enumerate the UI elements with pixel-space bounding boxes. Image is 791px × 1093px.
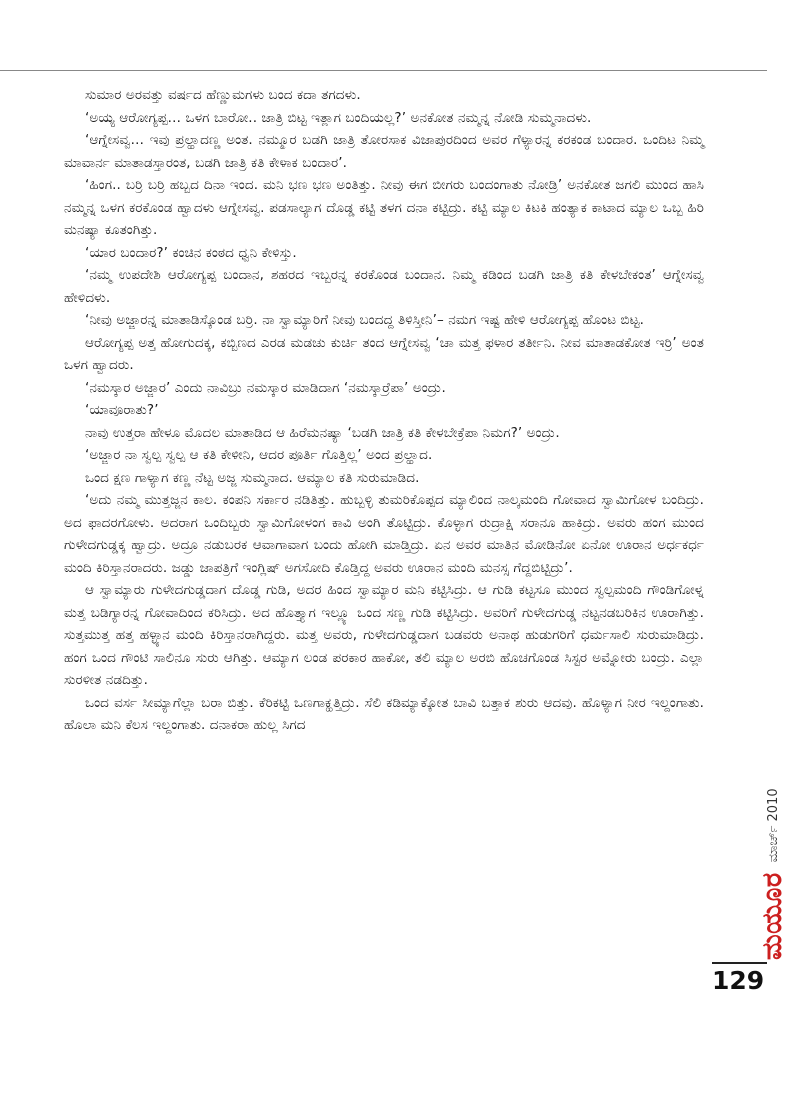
paragraph: ಒಂದ ಕ್ಷಣ ಗಾಳ್ಯಾಗ ಕಣ್ಣ ನೆಟ್ಟ ಅಜ್ಜ ಸುಮ್ಮನಾದ. ಆಮ್ಯಾಲ ಕತಿ ಸುರುಮಾಡಿದ.	[85, 469, 420, 486]
paragraph: ‘ಅಜ್ಜಾರ ನಾ ಸ್ವಲ್ಪ ಸ್ವಲ್ಪ ಆ ಕತಿ ಕೇಳೀನಿ, ಆದರ ಪೂರ್ತಿ ಗೊತ್ತಿಲ್ಲ’ ಅಂದ ಪ್ರಲ್ಹಾದ.	[85, 447, 433, 463]
paragraph: ‘ಅಯ್ಯ ಆರೋಗ್ಯಪ್ಪ… ಒಳಗ ಬಾರೋ.. ಜಾತ್ರಿ ಬಿಟ್ಟ ಇತ್ಲಾಗ ಬಂದಿಯಲ್ಲ?’ ಅನಕೋತ ನಮ್ಮನ್ನ ನೋಡಿ ಸುಮ್ಮನಾದಳು.	[85, 109, 592, 126]
page-number-rule	[712, 962, 767, 964]
paragraph: ‘ನಮ್ಮ ಉಪದೇಶಿ ಆರೋಗ್ಯಪ್ಪ ಬಂದಾನ, ಶಹರದ ಇಬ್ಬರನ್ನ ಕರಕೊಂಡ ಬಂದಾನ. ನಿಮ್ಮ ಕಡಿಂದ ಬಡಗಿ ಜಾತ್ರಿ ಕತಿ ಕೇಳಬೇಕಂತ’ ಆಗ್ನೇಸವ್ವ ಹೇಳಿದಳು.	[64, 267, 704, 306]
paragraph: ‘ಆಗ್ನೇಸವ್ವ… ಇವು ಪ್ರಲ್ಹಾದಣ್ಣ ಅಂತ. ನಮ್ಮೂರ ಬಡಗಿ ಜಾತ್ರಿ ತೋರಸಾಕ ವಿಜಾಪುರದಿಂದ ಅವರ ಗೆಳ್ಯಾರನ್ನ ಕರಕಂಡ ಬಂದಾರ. ಒಂದಿಟ ನಿಮ್ಮ ಮಾವಾರ್ನ ಮಾತಾಡಸ್ತಾರಂತ, ಬಡಗಿ ಜಾತ್ರಿ ಕತಿ ಕೇಳಾಕ ಬಂದಾರ’.	[64, 132, 704, 171]
paragraph: ಆ ಸ್ವಾಮ್ಯಾರು ಗುಳೇದಗುಡ್ಡದಾಗ ದೊಡ್ಡ ಗುಡಿ, ಅದರ ಹಿಂದ ಸ್ವಾಮ್ಯಾರ ಮನಿ ಕಟ್ಟಿಸಿದ್ರು. ಆ ಗುಡಿ ಕಟ್ಟಸೂ ಮುಂದ ಸ್ವಲ್ಪಮಂದಿ ಗೌಂಡಿಗೋಳ್ನ ಮತ್ತ ಬಡಿಗ್ಯಾರನ್ನ ಗೋವಾದಿಂದ ಕರಿಸಿದ್ರು. ಅದ ಹೊತ್ತ್ಯಾಗ ಇಲ್ಲ್ಯೂ ಒಂದ ಸಣ್ಣ ಗುಡಿ ಕಟ್ಟಿಸಿದ್ರು. ಅವರಿಗೆ ಗುಳೇದಗುಡ್ಡ ನಟ್ಟನಡಬರಿಕಿನ ಊರಾಗಿತ್ತು. ಸುತ್ತಮುತ್ತ ಹತ್ತ ಹಳ್ಳ್ಯಾನ ಮಂದಿ ಕಿರಿಸ್ತಾನರಾಗಿದ್ದರು. ಮತ್ತ ಅವರು, ಗುಳೇದಗುಡ್ಡದಾಗ ಬಡವರು ಅನಾಥ ಹುಡುಗರಿಗೆ ಧರ್ಮಸಾಲಿ ಸುರುಮಾಡಿದ್ರು. ಹಂಗ ಒಂದ ಗೌಂಟಿ ಸಾಲಿನೂ ಸುರು ಆಗಿತ್ತು. ಆಮ್ಯಾಗ ಲಂಡ ಪರಕಾರ ಹಾಕೋ, ತಲಿ ಮ್ಯಾಲ ಅರಬಿ ಹೊಚಗೊಂಡ ಸಿಸ್ಟರ ಅಮ್ನೋರು ಬಂದ್ರು. ಎಲ್ಲಾ ಸುರಳೀತ ನಡದಿತ್ತು.	[64, 582, 704, 688]
paragraph: ಒಂದ ವರ್ಸ ಸೀಮ್ಯಾಗೆಲ್ಲಾ ಬರಾ ಬಿತ್ತು. ಕೆರಿಕಟ್ಟಿ ಒಣಗಾಕ್ಹತ್ತಿದ್ರು. ಸೆಲಿ ಕಡಿಮ್ಯಾಕ್ಕೋತ ಬಾವಿ ಬತ್ತಾಕ ಶುರು ಆದವು. ಹೊಳ್ಯಾಗ ನೀರ ಇಲ್ದಂಗಾತು. ಹೊಲಾ ಮನಿ ಕೆಲಸ ಇಲ್ದಂಗಾತು. ದನಾಕರಾ ಹುಲ್ಲ ಸಿಗದ	[64, 694, 704, 733]
article-body	[64, 84, 704, 737]
magazine-side-strip	[717, 770, 788, 960]
side-text	[755, 770, 791, 960]
magazine-logo: ಮಯೂರ	[757, 872, 788, 960]
paragraph: ‘ಅದು ನಮ್ಮ ಮುತ್ತಜ್ಜನ ಕಾಲ. ಕಂಪನಿ ಸರ್ಕಾರ ನಡಿತಿತ್ತು. ಹುಬ್ಬಳ್ಳಿ ತುಮರಿಕೊಪ್ಪದ ಮ್ಯಾಲಿಂದ ನಾಲ್ಕಮಂದಿ ಗೋವಾದ ಸ್ವಾಮಿಗೋಳ ಬಂದಿದ್ರು. ಅದ ಫಾದರಗೋಳು. ಅದರಾಗ ಒಂದಿಬ್ಬರು ಸ್ವಾಮಿಗೋಳಂಗ ಕಾವಿ ಅಂಗಿ ತೊಟ್ಟಿದ್ರು. ಕೊಳ್ಳಾಗ ರುದ್ರಾಕ್ಷಿ ಸರಾನೂ ಹಾಕಿದ್ರು. ಅವರು ಹಂಗ ಮುಂದ ಗುಳೇದಗುಡ್ಡಕ್ಕ ಹ್ವಾದ್ರು. ಅದ್ರೂ ನಡುಬರಕ ಆವಾಗಾವಾಗ ಬಂದು ಹೋಗಿ ಮಾಡ್ತಿದ್ರು. ಏನ ಅವರ ಮಾತಿನ ಮೋಡಿನೋ ಏನೋ ಊರಾನ ಅರ್ಧಕರ್ಧ ಮಂದಿ ಕಿರಿಸ್ತಾನರಾದರು. ಜಡ್ಡು ಜಾಪತ್ರಿಗೆ ಇಂಗ್ಲಿಷ್ ಅಗಸೋದಿ ಕೊಡ್ತಿದ್ದ ಅವರು ಊರಾನ ಮಂದಿ ಮನಸ್ಸ ಗೆದ್ದಬಿಟ್ಟಿದ್ರು’.	[64, 492, 704, 576]
paragraph: ‘ಯಾವೂರಾತು?’	[85, 402, 159, 418]
top-rule	[0, 70, 767, 71]
paragraph: ನಾವು ಉತ್ತರಾ ಹೇಳೂ ಮೊದಲ ಮಾತಾಡಿದ ಆ ಹಿರೆಮನಷ್ಯಾ ‘ಬಡಗಿ ಜಾತ್ರಿ ಕತಿ ಕೇಳಬೇಕ್ರೆಪಾ ನಿಮಗ?’ ಅಂದ್ರು.	[85, 424, 560, 441]
paragraph: ‘ಹಿಂಗ.. ಬರ್ರಿ ಬರ್ರಿ ಹಬ್ಬದ ದಿನಾ ಇಂದ. ಮನಿ ಭಣ ಭಣ ಅಂತಿತ್ತು. ನೀವು ಈಗ ಬೀಗರು ಬಂದಂಗಾತು ನೋಡ್ರಿ’ ಅನಕೋತ ಜಗಲಿ ಮುಂದ ಹಾಸಿ ನಮ್ಮನ್ನ ಒಳಗ ಕರಕೊಂಡ ಹ್ವಾದಳು ಆಗ್ನೇಸವ್ವ. ಪಡಸಾಲ್ಯಾಗ ದೊಡ್ಡ ಕಟ್ಟಿ ತಳಗ ದನಾ ಕಟ್ಟಿದ್ರು. ಕಟ್ಟಿ ಮ್ಯಾಲ ಕಿಟಕಿ ಹಂತ್ಯಾಕ ಕಾಟಾದ ಮ್ಯಾಲ ಒಬ್ಬ ಹಿರಿ ಮನಷ್ಯಾ ಕೂತಂಗಿತ್ತು.	[64, 177, 704, 238]
page-number: 129	[712, 966, 765, 995]
paragraph: ಸುಮಾರ ಅರವತ್ತು ವರ್ಷದ ಹೆಣ್ಣುಮಗಳು ಬಂದ ಕದಾ ತಗದಳು.	[85, 87, 361, 103]
paragraph: ಆರೋಗ್ಯಪ್ಪ ಅತ್ತ ಹೋಗುದಕ್ಕ, ಕಬ್ಬಿಣದ ಎರಡ ಮಡಚು ಕುರ್ಚಿ ತಂದ ಆಗ್ನೇಸವ್ವ ‘ಚಾ ಮತ್ತ ಫಳಾರ ತರ್ತೀನಿ. ನೀವ ಮಾತಾಡಕೋತ ಇರ್ರಿ’ ಅಂತ ಒಳಗ ಹ್ವಾದರು.	[64, 334, 704, 373]
paragraph: ‘ಯಾರ ಬಂದಾರ?’ ಕಂಚಿನ ಕಂಠದ ಧ್ವನಿ ಕೇಳಿಸ್ತು.	[85, 244, 297, 261]
paragraph: ‘ನಮಸ್ಕಾರ ಅಜ್ಜಾರ’ ಎಂದು ನಾವಿಬ್ರು ನಮಸ್ಕಾರ ಮಾಡಿದಾಗ ‘ನಮಸ್ಕಾರ್ರೆಪಾ’ ಅಂದ್ರು.	[85, 379, 446, 396]
issue-date: ಮಾರ್ಚ್ 2010	[765, 788, 781, 863]
paragraph: ‘ನೀವು ಅಜ್ಜಾರನ್ನ ಮಾತಾಡಿಸ್ಕೊಂಡ ಬರ್ರಿ. ನಾ ಸ್ವಾಮ್ಯಾರಿಗೆ ನೀವು ಬಂದದ್ದ ತಿಳಿಸ್ತೀನಿ’– ನಮಗ ಇಷ್ಟ ಹೇಳಿ ಆರೋಗ್ಯಪ್ಪ ಹೊಂಟ ಬಿಟ್ಟ.	[85, 312, 644, 328]
